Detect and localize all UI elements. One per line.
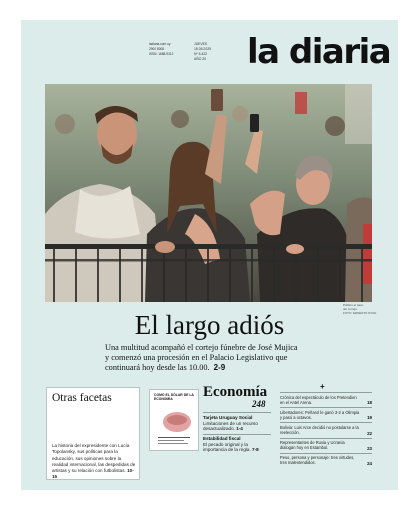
thumb-title: COMO EL DÓLAR DE LA ECONOMÍA (154, 393, 194, 401)
newspaper-logo[interactable]: la diaria (247, 32, 391, 72)
item-text: Peso, persona y personaje: tres virtudes, tres malentendidos. (280, 455, 355, 466)
photo-credit: FOTO: ERNESTO RYAN (343, 311, 377, 315)
main-headline[interactable]: El largo adiós (134, 310, 285, 340)
otras-text: La historia del expresidente con Lucía Topolansky, sus políticas para la educación, sus opiniones sobre la realidad internacional, las despedidas de artistas y su relación con futbolistas. (52, 443, 136, 474)
briefs-list (280, 392, 372, 468)
deck-text: Una multitud acompañó el cortejo fúnebre de José Mujica y comenzó una procesión en el Palacio Legislativo que continuará hoy desde las 10.00. (105, 343, 298, 372)
economia-thumbnail[interactable] (149, 389, 199, 451)
item-head: Estabilidad fiscal (203, 436, 241, 441)
economia-number: 248 (252, 399, 266, 409)
deck-pages: 2-9 (213, 363, 226, 372)
issn-text: ISSN: 1688-9312 (149, 52, 174, 56)
masthead-contact (149, 42, 173, 57)
plus-icon: + (320, 382, 325, 391)
newspaper-cover (21, 20, 398, 490)
item-pages: 7-8 (252, 447, 259, 453)
masthead-date (194, 42, 211, 62)
list-item[interactable] (280, 422, 372, 437)
item-text: Representantes de Rusia y Ucrania dialogan hoy en Estambul. (280, 440, 345, 451)
phone-text: 2900 8008 (149, 47, 165, 51)
website-text[interactable]: ladiaria.com.uy (149, 42, 171, 46)
list-item[interactable] (280, 438, 372, 453)
piggy-illustration (150, 390, 198, 450)
otras-body (52, 443, 136, 481)
item-page: 23 (367, 445, 372, 451)
caption-line: Público al paso (343, 303, 364, 307)
divider (203, 412, 271, 413)
list-item[interactable] (280, 392, 372, 407)
list-item[interactable] (280, 407, 372, 422)
item-head: Tarjeta Uruguay Social (203, 415, 253, 420)
item-text: Crónica del espectáculo de los Pretendien en el Antel Arena. (280, 394, 357, 405)
weekday-text: JUEVES (194, 42, 208, 46)
item-pages: 1-4 (236, 426, 243, 432)
otras-title: Otras facetas (52, 392, 112, 404)
item-page: 22 (367, 430, 372, 436)
cover-photo (45, 84, 372, 302)
item-body: Limitaciones de un recurso desactualizado. (203, 420, 258, 432)
date-text: 15.05.2025 (194, 47, 211, 51)
item-page: 18 (367, 400, 372, 406)
issue-text: Nº 5.422 (194, 52, 208, 56)
item-page: 24 (367, 460, 372, 466)
item-page: 19 (367, 415, 372, 421)
item-text: Bolivia: Luis Arce decidió no postularse a la reelección. (280, 424, 359, 435)
divider (203, 434, 271, 435)
headline-deck (105, 343, 301, 373)
economia-item[interactable] (203, 415, 271, 432)
caption-line: del cortejo. (343, 307, 358, 311)
otras-facetas-box[interactable] (46, 387, 140, 480)
economia-title[interactable]: Economía (203, 384, 268, 400)
year-text: AÑO 20 (194, 57, 207, 61)
crowd-photo-illustration (45, 84, 372, 302)
otras-pages: 10-15 (52, 468, 134, 480)
item-body: El pecado original y la importancia de la regla. (203, 441, 251, 453)
list-item[interactable] (280, 453, 372, 468)
economia-item[interactable] (203, 436, 271, 453)
item-text: Libertadores: Peñarol le ganó 3-2 a Olimpia y pasó a octavos. (280, 409, 360, 420)
